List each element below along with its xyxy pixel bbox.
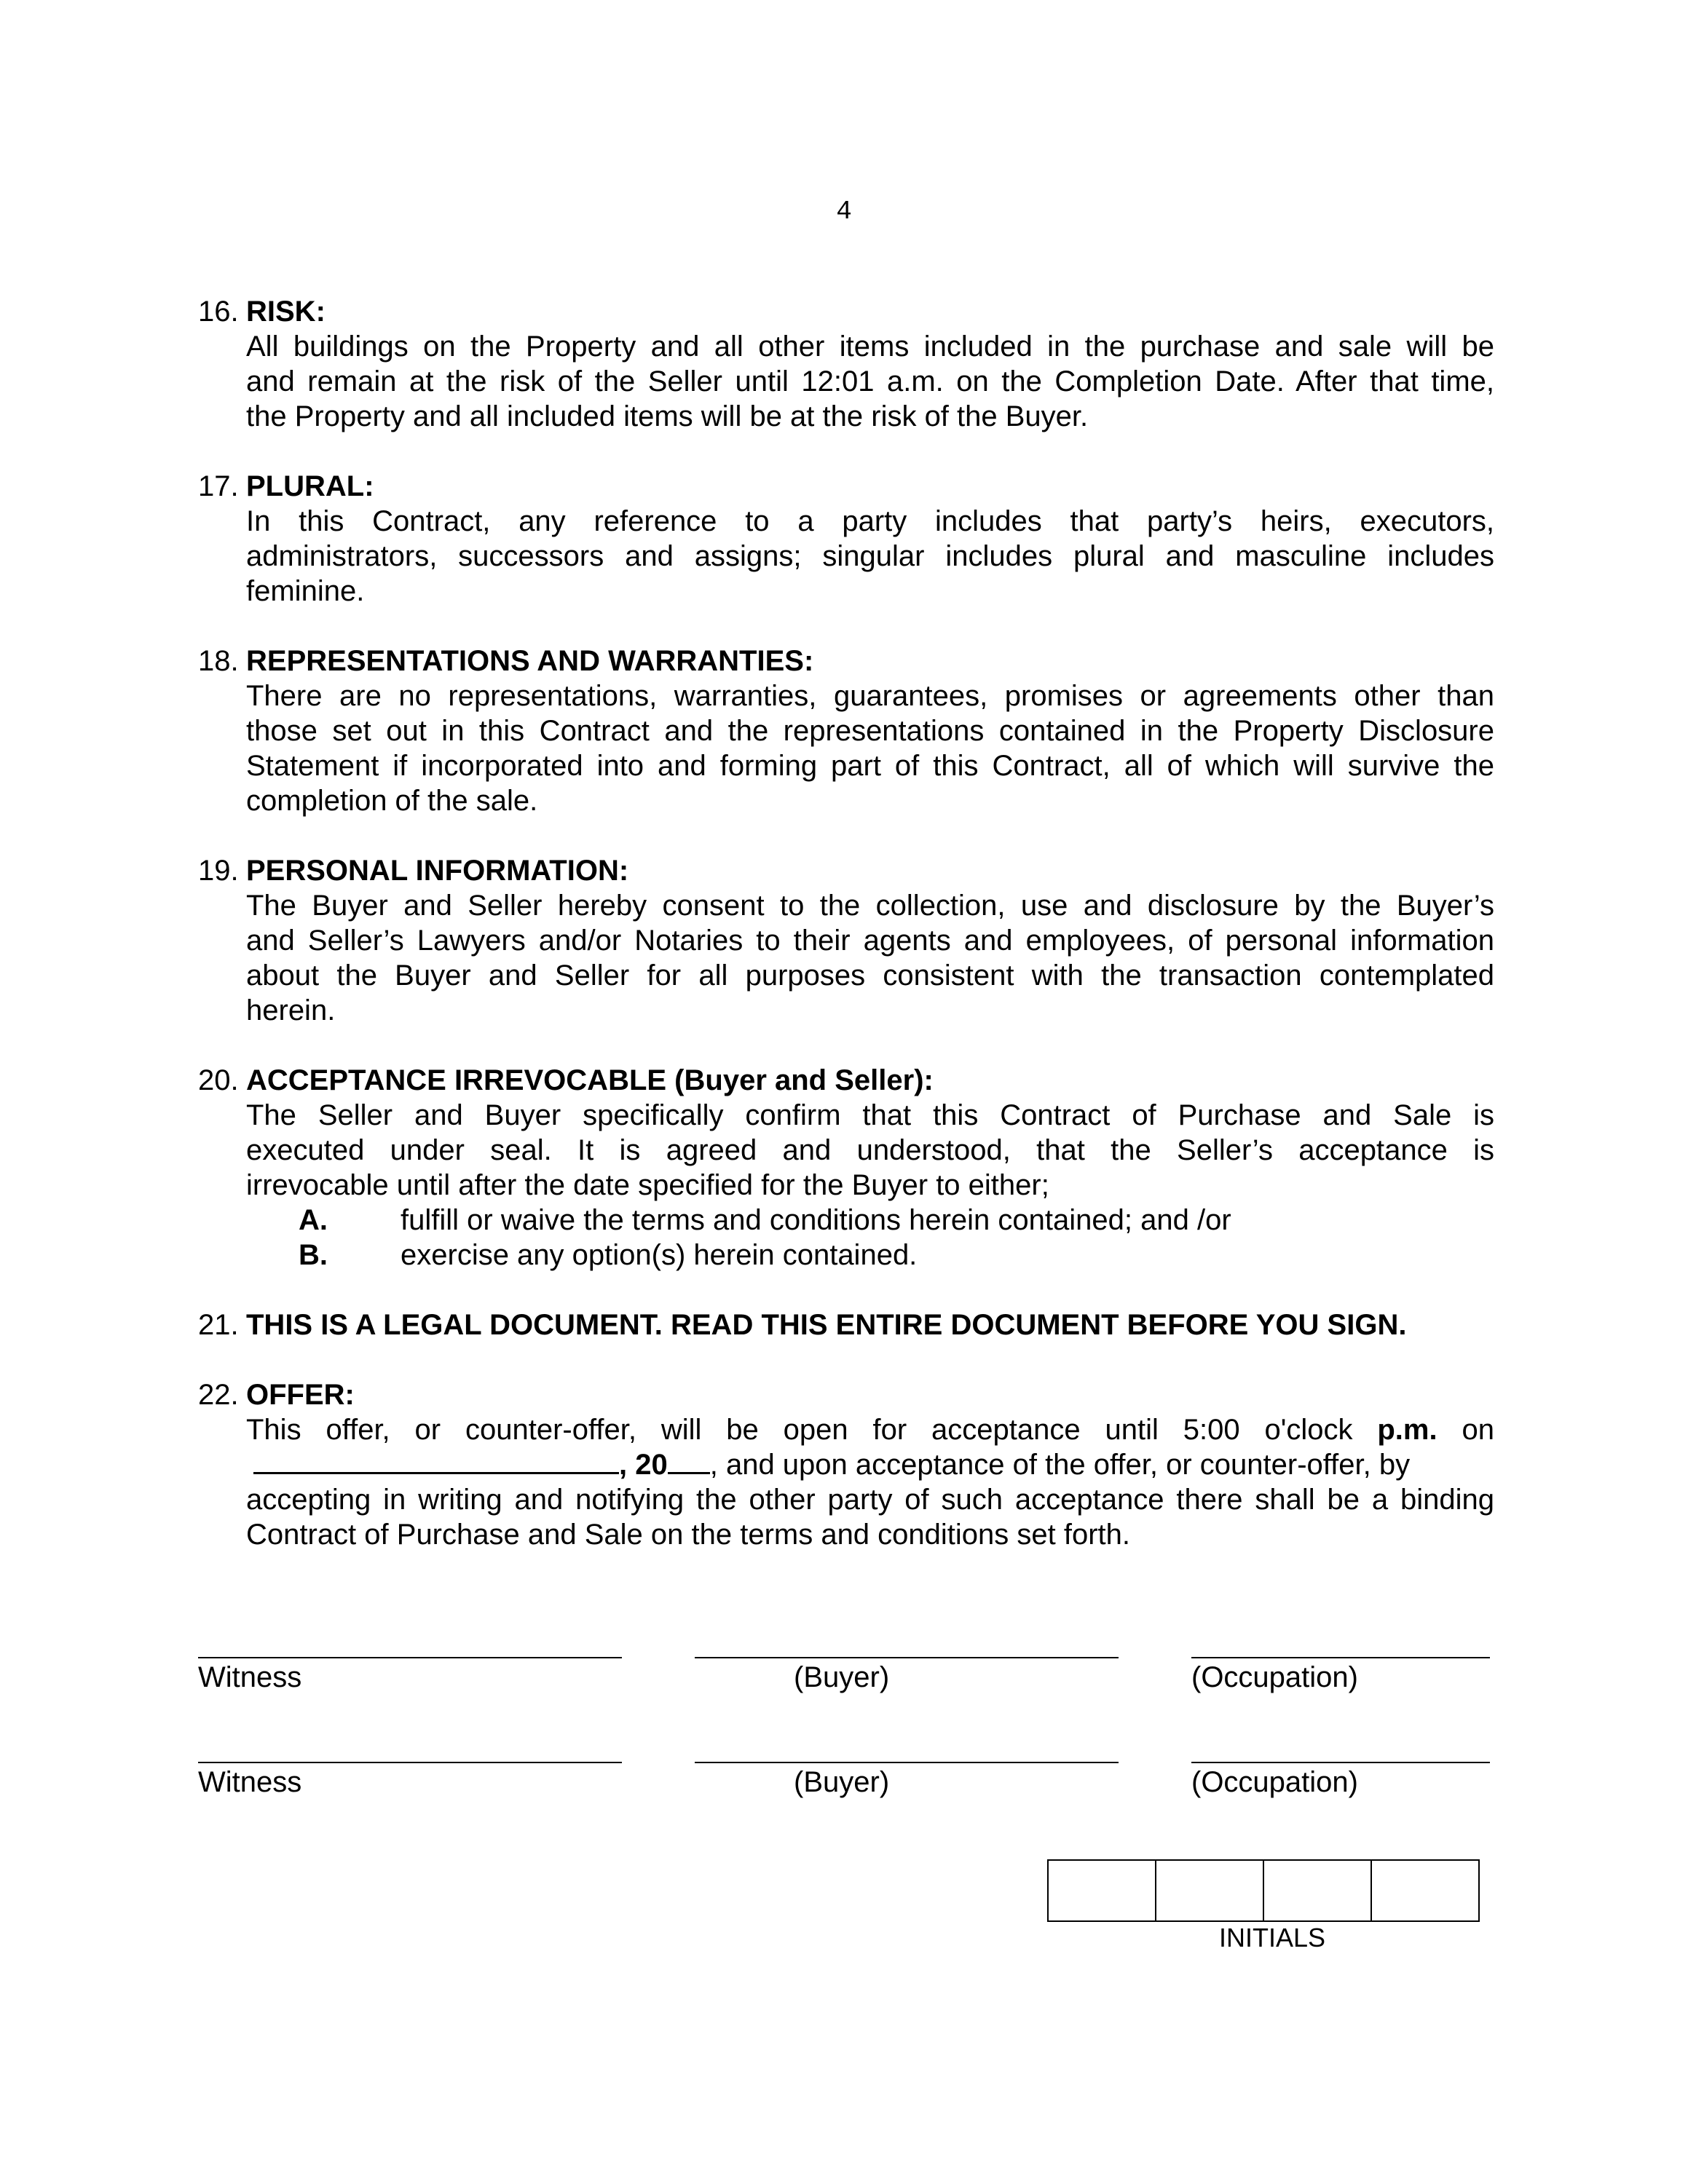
initials-box-group (1047, 1859, 1480, 1922)
clause-body (246, 1412, 1494, 1552)
clause-heading: PLURAL: (246, 470, 374, 502)
occupation-line[interactable] (1191, 1762, 1490, 1763)
clause-text-line: herein. (246, 994, 336, 1026)
clause-text-line (246, 1412, 1494, 1447)
clause-text-line: Contract of Purchase and Sale on the terms and conditions set forth. (246, 1519, 1131, 1551)
clause-number: 22. (198, 1379, 239, 1411)
item-text: exercise any option(s) herein contained. (401, 1239, 918, 1271)
clause-text-line: administrators, successors and assigns; singular includes plural and masculine includes (246, 540, 1494, 572)
clause-17 (198, 469, 1494, 609)
clause-16 (198, 294, 1494, 434)
clause-heading: THIS IS A LEGAL DOCUMENT. READ THIS ENTIRE DOCUMENT BEFORE YOU SIGN. (246, 1309, 1407, 1341)
clause-22 (198, 1377, 1494, 1552)
clause-19 (198, 853, 1494, 1028)
clause-21 (198, 1307, 1494, 1342)
clause-number: 20. (198, 1064, 239, 1096)
clause-heading: REPRESENTATIONS AND WARRANTIES: (246, 645, 814, 677)
offer-text: This offer, or counter-offer, will be open for acceptance until 5:00 o'clock (246, 1414, 1353, 1446)
clause-text-line: Statement if incorporated into and forming part of this Contract, all of which will survive the (246, 750, 1494, 782)
clause-number: 16. (198, 296, 239, 328)
buyer-label: (Buyer) (794, 1766, 890, 1798)
occupation-label: (Occupation) (1191, 1661, 1358, 1693)
offer-pm: p.m. (1377, 1414, 1437, 1446)
clause-body (246, 504, 1494, 609)
clause-body (246, 678, 1494, 818)
clause-text-line: accepting in writing and notifying the other party of such acceptance there shall be a binding (246, 1484, 1494, 1516)
clause-text-line: The Buyer and Seller hereby consent to the collection, use and disclosure by the Buyer’s (246, 890, 1494, 922)
clause-text-line: completion of the sale. (246, 785, 538, 817)
offer-text: , and upon acceptance of the offer, or counter-offer, by (709, 1449, 1411, 1481)
occupation-line[interactable] (1191, 1657, 1490, 1658)
clause-number: 17. (198, 470, 239, 502)
clause-body (246, 1098, 1494, 1203)
witness-signature-line[interactable] (198, 1762, 622, 1763)
page-number: 4 (836, 197, 852, 226)
initials-box[interactable] (1264, 1861, 1372, 1920)
initials-box[interactable] (1156, 1861, 1264, 1920)
buyer-label: (Buyer) (794, 1661, 890, 1693)
witness-label: Witness (198, 1766, 302, 1798)
clause-text-line: and remain at the risk of the Seller until 12:01 a.m. on the Completion Date. After that time, (246, 365, 1494, 397)
clause-text-line: executed under seal. It is agreed and understood, that the Seller’s acceptance is (246, 1134, 1494, 1166)
clause-number: 21. (198, 1309, 239, 1341)
item-text: fulfill or waive the terms and conditions herein contained; and /or (401, 1204, 1231, 1236)
item-letter: A. (299, 1204, 328, 1236)
occupation-label: (Occupation) (1191, 1766, 1358, 1798)
initials-label: INITIALS (1219, 1923, 1326, 1952)
clause-heading: RISK: (246, 296, 326, 328)
clause-text-line: those set out in this Contract and the representations contained in the Property Disclosure (246, 715, 1494, 747)
clause-18 (198, 644, 1494, 818)
initials-box[interactable] (1049, 1861, 1156, 1920)
clause-number: 19. (198, 855, 239, 887)
clause-text-line: All buildings on the Property and all other items included in the purchase and sale will be (246, 331, 1494, 363)
witness-label: Witness (198, 1661, 302, 1693)
clause-20-item-b (299, 1238, 1464, 1273)
clause-20 (198, 1063, 1494, 1203)
clause-heading: PERSONAL INFORMATION: (246, 855, 629, 887)
clause-20-item-a (299, 1203, 1464, 1238)
clause-text-line: feminine. (246, 575, 365, 607)
clause-number: 18. (198, 645, 239, 677)
clause-text-line: the Property and all included items will be at the risk of the Buyer. (246, 400, 1089, 432)
offer-on: on (1462, 1414, 1494, 1446)
clause-text-line: irrevocable until after the date specified for the Buyer to either; (246, 1169, 1049, 1201)
offer-date-blank[interactable] (253, 1447, 619, 1474)
clause-body (246, 329, 1494, 434)
initials-box[interactable] (1372, 1861, 1478, 1920)
clause-text-line: In this Contract, any reference to a party includes that party’s heirs, executors, (246, 505, 1494, 537)
offer-year-prefix: , 20 (619, 1449, 668, 1481)
clause-text-line: and Seller’s Lawyers and/or Notaries to their agents and employees, of personal information (246, 925, 1494, 957)
item-letter: B. (299, 1239, 328, 1271)
buyer-signature-line[interactable] (695, 1762, 1119, 1763)
clause-body (246, 888, 1494, 1028)
clause-heading: ACCEPTANCE IRREVOCABLE (Buyer and Seller): (246, 1064, 934, 1096)
clause-text-line: The Seller and Buyer specifically confirm that this Contract of Purchase and Sale is (246, 1099, 1494, 1131)
clause-heading: OFFER: (246, 1379, 355, 1411)
clause-text-line: There are no representations, warranties, guarantees, promises or agreements other than (246, 680, 1494, 712)
offer-year-blank[interactable] (668, 1447, 710, 1474)
buyer-signature-line[interactable] (695, 1657, 1119, 1658)
witness-signature-line[interactable] (198, 1657, 622, 1658)
clause-text-line: about the Buyer and Seller for all purposes consistent with the transaction contemplated (246, 960, 1494, 992)
clause-text-line (246, 1447, 1494, 1482)
